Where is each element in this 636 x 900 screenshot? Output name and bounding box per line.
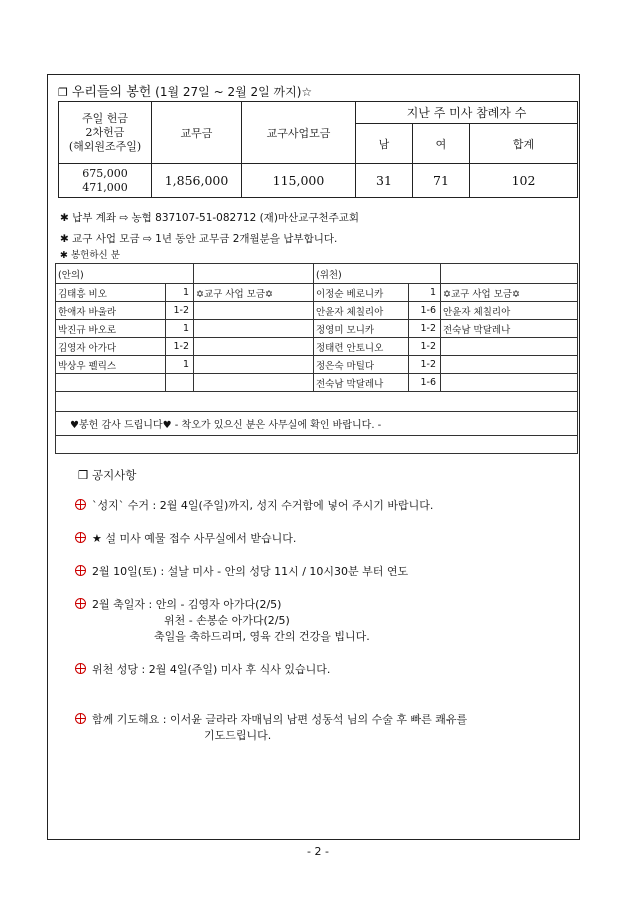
anui-donor-count: 1-2 [166,338,194,356]
feast-notice: 2월 축일자 : 안의 - 김영자 아가다(2/5) 위천 - 손봉순 아가다(2/5) 축일을 축하드리며, 영육 간의 건강을 빕니다. [75,597,370,645]
wicheon-donor-name: 전숙남 막달레나 [314,374,409,392]
bulletin-page-frame [47,74,580,840]
header-female: 여 [413,124,470,164]
meal-notice: 위천 성당 : 2월 4일(주일) 미사 후 식사 있습니다. [75,662,330,678]
donors-title: ✱ 봉헌하신 분 [60,250,120,261]
anui-donor-name: 한애자 바울라 [56,302,166,320]
wicheon-header: (위천) [314,264,441,284]
offering-section-title [58,81,312,100]
anui-donor-name: 김영자 아가다 [56,338,166,356]
section-marker: ❐ [58,86,68,99]
wicheon-donor-count: 1 [409,284,441,302]
account-info: ✱ 납부 계좌 ⇨ 농협 837107-51-082712 (재)마산교구천주교회 [60,212,360,224]
wicheon-project-donor: 안윤자 체칠리아 [441,302,578,320]
project-fund-info: ✱ 교구 사업 모금 ⇨ 1년 동안 교무금 2개월분을 납부합니다. [60,233,338,245]
wicheon-donor-count: 1-2 [409,320,441,338]
wicheon-donor-name: 정태련 안토니오 [314,338,409,356]
wicheon-donor-count: 1-6 [409,302,441,320]
prayer-notice: 함께 기도해요 : 이서윤 글라라 자매님의 남편 성동석 님의 수술 후 빠른 쾌유를 기도드립니다. [75,712,467,744]
red-cross-icon [75,663,86,674]
notices-title: ❒ 공지사항 [78,468,137,482]
thanks-note: - 착오가 있으신 분은 사무실에 확인 바랍니다. - [171,420,382,431]
value-total: 102 [470,164,578,198]
red-cross-icon [75,598,86,609]
notice-item: `성지` 수거 : 2월 4일(주일)까지, 성지 수거함에 넣어 주시기 바랍니다. [75,498,433,514]
value-sunday-offering: 675,000 471,000 [59,164,152,198]
notice-item: 2월 10일(토) : 설날 미사 - 안의 성당 11시 / 10시30분 부터 연도 [75,564,408,580]
anui-donor-name: 박상우 펠릭스 [56,356,166,374]
anui-header: (안의) [56,264,194,284]
anui-donor-name: 김태흥 비오 [56,284,166,302]
red-cross-icon [75,499,86,510]
header-sunday-offering: 주일 헌금 2차헌금 (해외원조주일) [59,102,152,164]
anui-donor-count: 1-2 [166,302,194,320]
thanks-text: ♥봉헌 감사 드립니다♥ [70,420,172,431]
wicheon-donor-count: 1-2 [409,338,441,356]
red-cross-icon [75,713,86,724]
section-title-main: 우리들의 봉헌 [71,85,152,100]
offering-table [58,101,578,198]
anui-project-label: ✡교구 사업 모금✡ [194,284,314,302]
anui-donor-count: 1 [166,356,194,374]
wicheon-donor-count: 1-6 [409,374,441,392]
wicheon-project-label: ✡교구 사업 모금✡ [441,284,578,302]
anui-donor-name: 박진규 바오로 [56,320,166,338]
header-project-fund: 교구사업모금 [242,102,356,164]
section-title-range: (1월 27일 ~ 2월 2일 까지)☆ [151,85,313,99]
wicheon-donor-name: 안윤자 체칠리아 [314,302,409,320]
wicheon-project-donor: 전숙남 막달레나 [441,320,578,338]
header-total: 합계 [470,124,578,164]
thanks-row [56,412,578,436]
header-male: 남 [356,124,413,164]
wicheon-donor-name: 정은숙 마틸다 [314,356,409,374]
anui-donor-count: 1 [166,284,194,302]
header-attendance: 지난 주 미사 참례자 수 [356,102,578,124]
anui-donor-count: 1 [166,320,194,338]
wicheon-donor-name: 정영미 모니카 [314,320,409,338]
red-cross-icon [75,532,86,543]
value-gyomu: 1,856,000 [152,164,242,198]
value-male: 31 [356,164,413,198]
wicheon-donor-count: 1-2 [409,356,441,374]
notice-item: ★ 설 미사 예물 접수 사무실에서 받습니다. [75,531,296,547]
header-gyomu: 교무금 [152,102,242,164]
value-project-fund: 115,000 [242,164,356,198]
page-number: - 2 - [307,845,329,858]
value-female: 71 [413,164,470,198]
wicheon-donor-name: 이정순 베로니카 [314,284,409,302]
donor-table [55,263,578,454]
red-cross-icon [75,565,86,576]
